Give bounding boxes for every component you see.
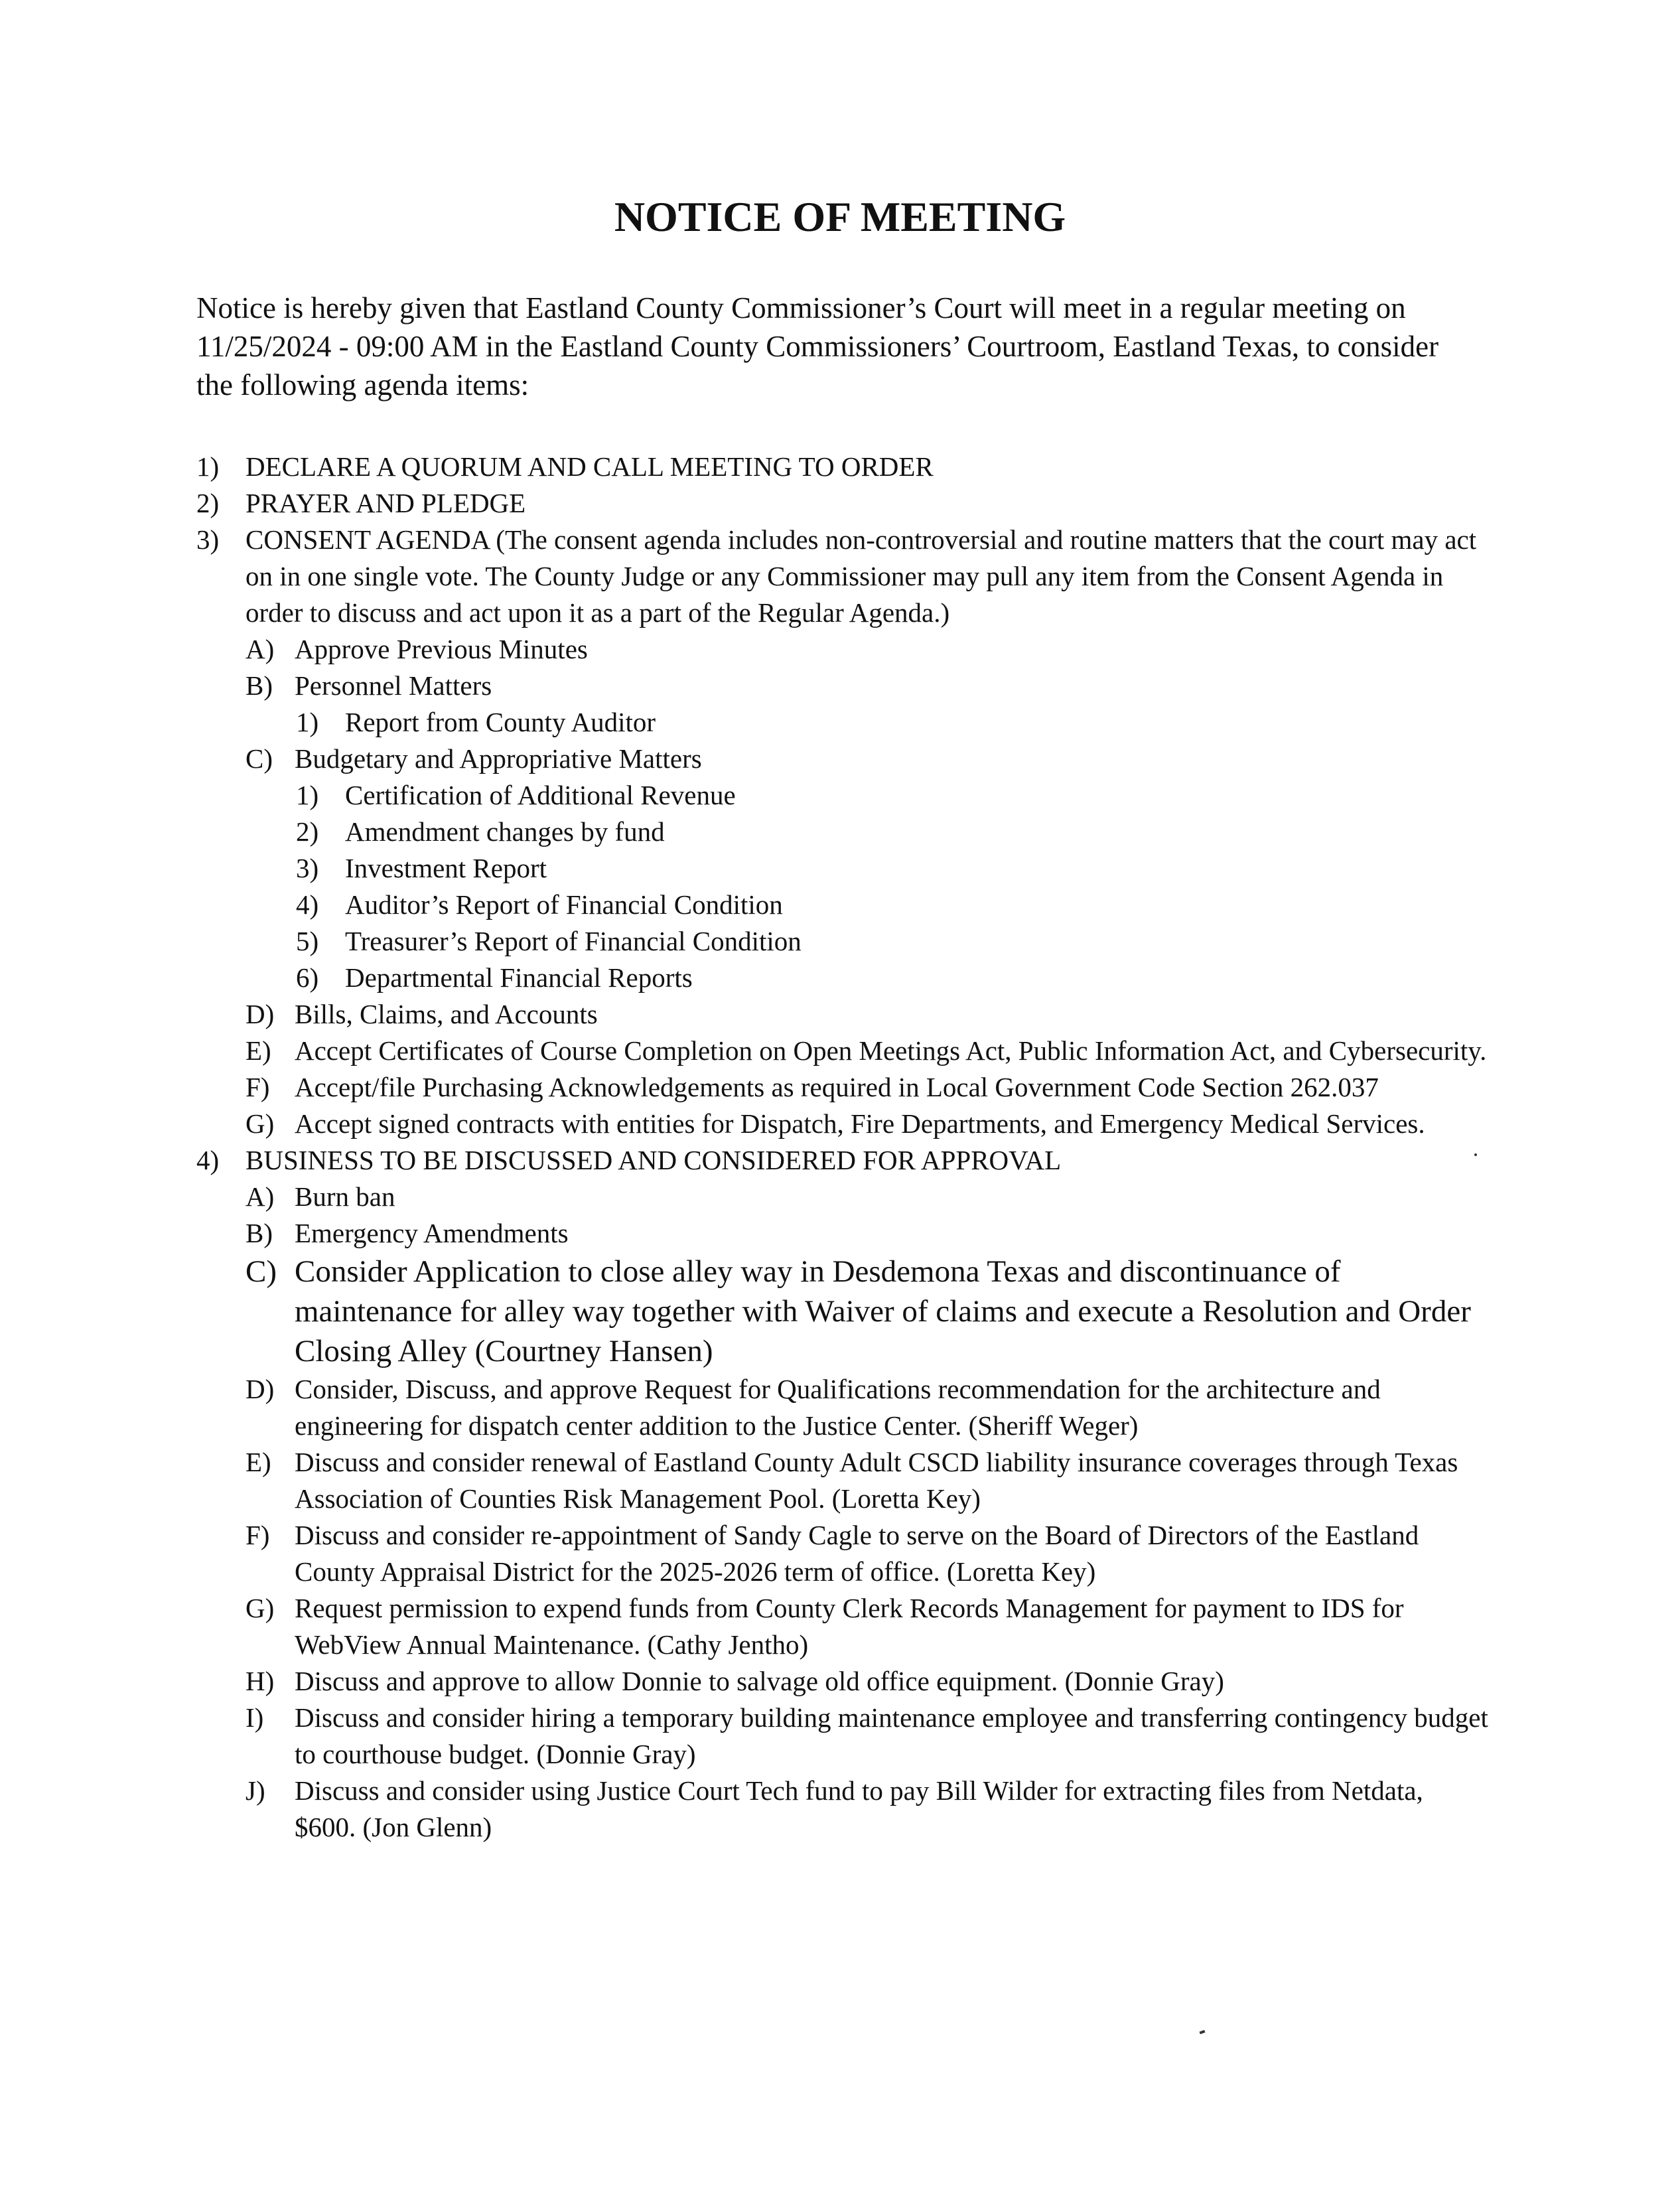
item-text: Accept/file Purchasing Acknowledgements as required in Local Government Code Section 262.037 — [295, 1072, 1379, 1102]
item-text: Report from County Auditor — [345, 707, 656, 737]
item-letter: F) — [245, 1520, 270, 1550]
item-text: Departmental Financial Reports — [345, 962, 693, 993]
item-text: Budgetary and Appropriative Matters — [295, 743, 702, 774]
item-text: CONSENT AGENDA (The consent agenda includes non-controversial and routine matters that the court may act on in one single vote. The County Judge or any Commissioner may pull any item from the Consent Agenda in order to discuss and act upon it as a part of the Regular Agenda.) — [245, 524, 1477, 628]
agenda-item-4d — [0, 1371, 1680, 1444]
agenda-item-3d — [0, 996, 1680, 1033]
agenda-item-4 — [0, 1142, 1680, 1179]
item-letter: D) — [245, 1374, 275, 1404]
agenda-item-3b — [0, 668, 1680, 704]
item-text: Treasurer’s Report of Financial Condition — [345, 926, 802, 956]
agenda-item-4b — [0, 1215, 1680, 1252]
item-number: 5) — [296, 926, 319, 956]
agenda-item-3a — [0, 631, 1680, 668]
item-number: 2) — [296, 816, 319, 847]
item-letter: I) — [245, 1702, 264, 1733]
item-letter: F) — [245, 1072, 270, 1102]
item-text: DECLARE A QUORUM AND CALL MEETING TO ORDER — [245, 451, 934, 482]
agenda-item-4g — [0, 1590, 1680, 1663]
item-text: Consider Application to close alley way in Desdemona Texas and discontinuance of maintenance for alley way together with Waiver of claims and execute a Resolution and Order Closing Alley (Courtney Hansen) — [295, 1254, 1471, 1368]
agenda-item-4h — [0, 1663, 1680, 1700]
item-text: Request permission to expend funds from County Clerk Records Management for payment to IDS for WebView Annual Maintenance. (Cathy Jentho) — [295, 1593, 1404, 1660]
item-text: Certification of Additional Revenue — [345, 780, 736, 810]
item-number: 2) — [196, 488, 220, 518]
item-number: 1) — [296, 707, 319, 737]
agenda-item-3c-3 — [0, 850, 1680, 887]
item-letter: D) — [245, 999, 275, 1029]
agenda-item-3g — [0, 1106, 1680, 1142]
item-text: Discuss and consider hiring a temporary building maintenance employee and transferring contingency budget to courthouse budget. (Donnie Gray) — [295, 1702, 1488, 1769]
item-letter: B) — [245, 670, 273, 701]
item-text: Approve Previous Minutes — [295, 634, 588, 664]
item-letter: C) — [245, 743, 273, 774]
item-text: Discuss and consider using Justice Court Tech fund to pay Bill Wilder for extracting files from Netdata, $600. (Jon Glenn) — [295, 1775, 1423, 1842]
item-text: Discuss and consider re-appointment of Sandy Cagle to serve on the Board of Directors of the Eastland County Appraisal District for the 2025-2026 term of office. (Loretta Key) — [295, 1520, 1419, 1587]
item-text: Amendment changes by fund — [345, 816, 665, 847]
item-text: BUSINESS TO BE DISCUSSED AND CONSIDERED FOR APPROVAL — [245, 1145, 1062, 1175]
item-letter: G) — [245, 1593, 275, 1623]
agenda-item-4a — [0, 1179, 1680, 1215]
item-number: 4) — [196, 1145, 220, 1175]
agenda-item-3 — [0, 522, 1680, 631]
agenda-item-1 — [0, 449, 1680, 485]
item-number: 3) — [196, 524, 220, 555]
item-number: 6) — [296, 962, 319, 993]
item-letter: A) — [245, 634, 275, 664]
item-text: Auditor’s Report of Financial Condition — [345, 889, 783, 920]
item-text: Emergency Amendments — [295, 1218, 569, 1248]
item-letter: C) — [245, 1254, 277, 1289]
agenda-item-4f — [0, 1517, 1680, 1590]
item-text: Investment Report — [345, 853, 547, 883]
agenda-item-3b-1 — [0, 704, 1680, 741]
item-text: Accept signed contracts with entities for Dispatch, Fire Departments, and Emergency Medical Services. — [295, 1108, 1425, 1139]
item-text: Discuss and consider renewal of Eastland County Adult CSCD liability insurance coverages through Texas Association of Counties Risk Management Pool. (Loretta Key) — [295, 1447, 1458, 1514]
item-number: 4) — [296, 889, 319, 920]
item-text: Burn ban — [295, 1181, 395, 1212]
item-letter: E) — [245, 1447, 271, 1477]
item-text: Bills, Claims, and Accounts — [295, 999, 598, 1029]
item-number: 1) — [196, 451, 220, 482]
agenda-item-4c — [0, 1252, 1680, 1371]
item-letter: G) — [245, 1108, 275, 1139]
agenda-item-3c-6 — [0, 960, 1680, 996]
item-text: Consider, Discuss, and approve Request for Qualifications recommendation for the architecture and engineering for dispatch center addition to the Justice Center. (Sheriff Weger) — [295, 1374, 1381, 1441]
page-title: NOTICE OF MEETING — [614, 193, 1066, 240]
agenda-item-2 — [0, 485, 1680, 522]
agenda-item-3c — [0, 741, 1680, 777]
agenda-item-4j — [0, 1773, 1680, 1846]
item-number: 3) — [296, 853, 319, 883]
item-text: Discuss and approve to allow Donnie to salvage old office equipment. (Donnie Gray) — [295, 1666, 1224, 1696]
scan-speck — [1200, 2030, 1206, 2034]
item-number: 1) — [296, 780, 319, 810]
item-text: Personnel Matters — [295, 670, 492, 701]
agenda-list — [0, 449, 1680, 1846]
agenda-item-3c-1 — [0, 777, 1680, 814]
agenda-item-3f — [0, 1069, 1680, 1106]
intro-paragraph: Notice is hereby given that Eastland County Commissioner’s Court will meet in a regular meeting on 11/25/2024 - 09:00 AM in the Eastland County Commissioners’ Courtroom, Eastland Texas, to consider the following agenda items: — [196, 291, 1439, 402]
agenda-item-4i — [0, 1700, 1680, 1773]
agenda-item-4e — [0, 1444, 1680, 1517]
agenda-item-3c-4 — [0, 887, 1680, 923]
item-letter: E) — [245, 1035, 271, 1066]
item-letter: A) — [245, 1181, 275, 1212]
item-letter: H) — [245, 1666, 275, 1696]
item-text: Accept Certificates of Course Completion on Open Meetings Act, Public Information Act, and Cybersecurity. — [295, 1035, 1487, 1066]
agenda-item-3c-5 — [0, 923, 1680, 960]
item-letter: J) — [245, 1775, 265, 1806]
agenda-item-3e — [0, 1033, 1680, 1069]
agenda-item-3c-2 — [0, 814, 1680, 850]
item-text: PRAYER AND PLEDGE — [245, 488, 526, 518]
scan-speck — [1474, 1153, 1477, 1156]
item-letter: B) — [245, 1218, 273, 1248]
